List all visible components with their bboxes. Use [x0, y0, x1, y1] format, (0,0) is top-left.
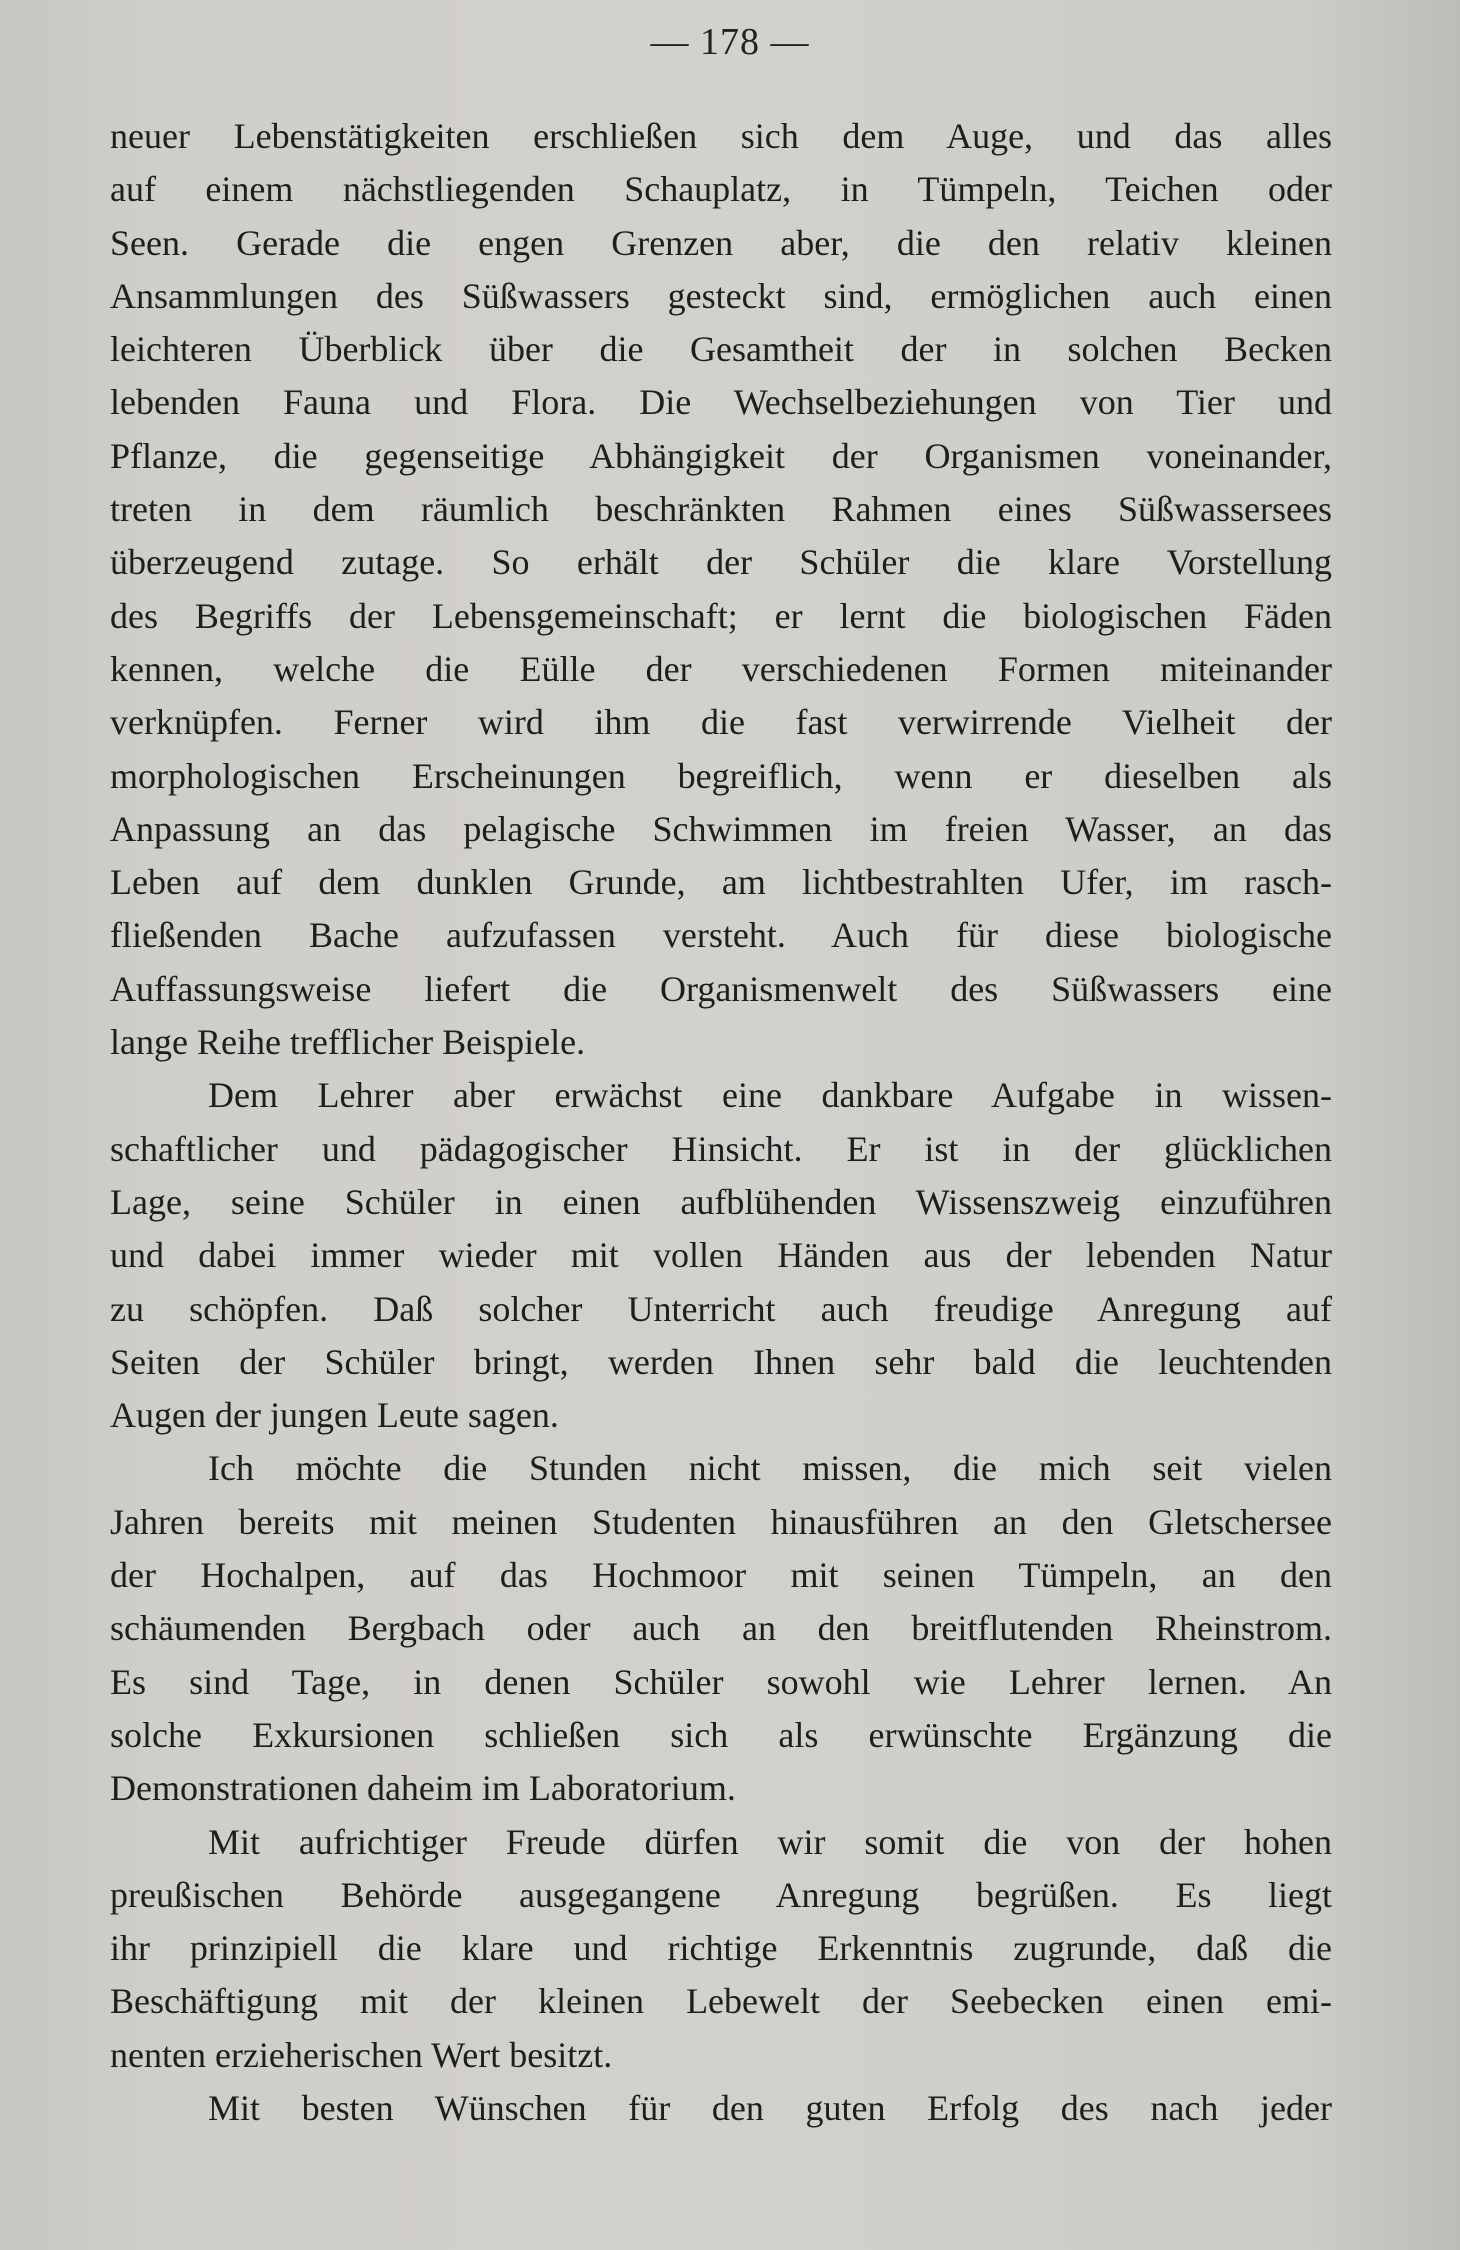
text-line: fließenden Bache aufzufassen versteht. Auch für diese biologische	[110, 915, 1332, 956]
text-line: preußischen Behörde ausgegangene Anregung begrüßen. Es liegt	[110, 1874, 1332, 1915]
text-line: lebenden Fauna und Flora. Die Wechselbeziehungen von Tier und	[110, 382, 1332, 423]
paragraph	[110, 1069, 1332, 1442]
text-line: Seiten der Schüler bringt, werden Ihnen sehr bald die leuchtenden	[110, 1341, 1332, 1382]
text-line: Leben auf dem dunklen Grunde, am lichtbestrahlten Ufer, im rasch-	[110, 862, 1332, 903]
text-line: Jahren bereits mit meinen Studenten hinausführen an den Gletschersee	[110, 1501, 1332, 1542]
text-line: neuer Lebenstätigkeiten erschließen sich dem Auge, und das alles	[110, 116, 1332, 156]
body-text	[110, 110, 1332, 2135]
text-line: Demonstrationen daheim im Laboratorium.	[110, 1768, 736, 1809]
text-line: des Begriffs der Lebensgemeinschaft; er lernt die biologischen Fäden	[110, 595, 1332, 636]
text-line: lange Reihe trefflicher Beispiele.	[110, 1022, 586, 1063]
text-line: zu schöpfen. Daß solcher Unterricht auch freudige Anregung auf	[110, 1288, 1332, 1329]
text-line: und dabei immer wieder mit vollen Händen aus der lebenden Natur	[110, 1235, 1332, 1276]
text-line: schäumenden Bergbach oder auch an den breitflutenden Rheinstrom.	[110, 1608, 1332, 1649]
text-line: Mit besten Wünschen für den guten Erfolg des nach jeder	[208, 2087, 1332, 2128]
text-line: überzeugend zutage. So erhält der Schüler die klare Vorstellung	[110, 542, 1332, 583]
text-line: nenten erzieherischen Wert besitzt.	[110, 2034, 613, 2075]
text-line: der Hochalpen, auf das Hochmoor mit seinen Tümpeln, an den	[110, 1555, 1332, 1596]
paragraph	[110, 1442, 1332, 1815]
text-line: solche Exkursionen schließen sich als erwünschte Ergänzung die	[110, 1714, 1332, 1755]
text-line: Pflanze, die gegenseitige Abhängigkeit der Organismen voneinander,	[110, 435, 1332, 476]
text-line: Ich möchte die Stunden nicht missen, die mich seit vielen	[208, 1448, 1332, 1489]
text-line: Lage, seine Schüler in einen aufblühenden Wissenszweig einzuführen	[110, 1181, 1332, 1222]
text-line: Anpassung an das pelagische Schwimmen im freien Wasser, an das	[110, 808, 1332, 849]
text-line: auf einem nächstliegenden Schauplatz, in Tümpeln, Teichen oder	[110, 169, 1332, 210]
text-line: leichteren Überblick über die Gesamtheit der in solchen Becken	[110, 329, 1332, 370]
text-line: Seen. Gerade die engen Grenzen aber, die den relativ kleinen	[110, 222, 1332, 263]
text-line: schaftlicher und pädagogischer Hinsicht. Er ist in der glücklichen	[110, 1128, 1332, 1169]
paragraph	[110, 1816, 1332, 2082]
text-line: Dem Lehrer aber erwächst eine dankbare Aufgabe in wissen-	[208, 1075, 1332, 1116]
text-line: Ansammlungen des Süßwassers gesteckt sind, ermöglichen auch einen	[110, 275, 1332, 316]
text-line: Mit aufrichtiger Freude dürfen wir somit die von der hohen	[208, 1821, 1332, 1862]
text-line: verknüpfen. Ferner wird ihm die fast verwirrende Vielheit der	[110, 702, 1332, 743]
text-line: kennen, welche die Eülle der verschiedenen Formen miteinander	[110, 648, 1332, 689]
text-line: Auffassungsweise liefert die Organismenwelt des Süßwassers eine	[110, 968, 1332, 1009]
paragraph	[110, 110, 1332, 1069]
text-line: ihr prinzipiell die klare und richtige Erkenntnis zugrunde, daß die	[110, 1928, 1332, 1969]
text-line: Beschäftigung mit der kleinen Lebewelt der Seebecken einen emi-	[110, 1981, 1332, 2022]
paragraph	[110, 2082, 1332, 2135]
text-line: Augen der jungen Leute sagen.	[110, 1395, 559, 1436]
text-line: Es sind Tage, in denen Schüler sowohl wie Lehrer lernen. An	[110, 1661, 1332, 1702]
page-number: — 178 —	[650, 21, 810, 63]
text-line: treten in dem räumlich beschränkten Rahmen eines Süßwassersees	[110, 489, 1332, 530]
text-line: morphologischen Erscheinungen begreiflich, wenn er dieselben als	[110, 755, 1332, 796]
